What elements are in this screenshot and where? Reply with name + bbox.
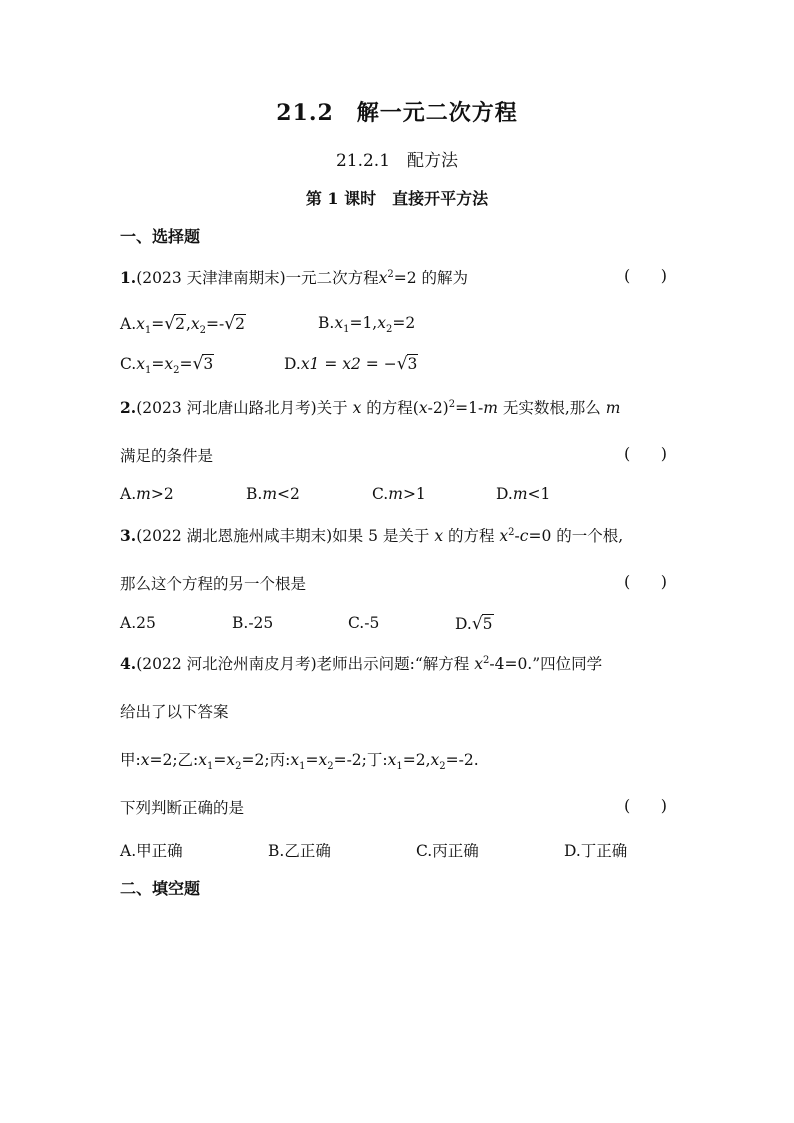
section-heading-choice: 一、选择题 [120, 227, 201, 246]
question-number: 1. [120, 268, 137, 287]
q1-option-d: D.x1 = x2 = −√3 [284, 354, 418, 374]
question-4-answers: 甲:x=2;乙$:x_1=x_2=2$;丙$:x_1=x_2=-2$;丁$:x_1=2,x_2=-2$. [120, 751, 479, 773]
q1-option-c: $C.x_1=x_2=√3$ [120, 354, 214, 377]
q3-option-b: B.-25 [232, 614, 274, 632]
q2-option-a: A.m>2 [120, 485, 174, 503]
question-4-stem-line2: 给出了以下答案 [120, 703, 229, 721]
q3-option-c: C.-5 [348, 614, 380, 632]
q4-option-a: A.甲正确 [120, 842, 183, 860]
sqrt-symbol: √3 [192, 354, 214, 374]
question-1-stem: 1.(2023 天津津南期末)一元二次方程$x^2=2$ 的解为 [120, 268, 469, 287]
q3-option-a: A.25 [120, 614, 156, 632]
sqrt-symbol: √2 [224, 314, 245, 334]
sqrt-symbol: √2 [164, 314, 185, 334]
question-3-stem-line1: 3.(2022 湖北恩施州咸丰期末)如果 5 是关于 x 的方程 $x^2-c=0$ 的一个根, [120, 526, 624, 545]
q1-option-a: $A.x_1=√2,x_2=-√2$ [120, 314, 245, 337]
page-title: 21.2 解一元二次方程 [276, 100, 518, 126]
q1-option-b: $B.x_1=1,x_2=2$ [318, 314, 416, 336]
lesson-title: 第 1 课时 直接开平方法 [305, 189, 489, 208]
q2-option-c: C.m>1 [372, 485, 426, 503]
section-subtitle: 21.2.1 配方法 [335, 151, 459, 171]
q4-option-c: C.丙正确 [416, 842, 479, 860]
answer-parentheses: ( ) [624, 572, 667, 591]
question-4-stem-line4: 下列判断正确的是 [120, 799, 245, 817]
question-4-stem-line1: 4.(2022 河北沧州南皮月考)老师出示问题:“解方程 $x^2-4=0$.”四位同学 [120, 654, 603, 673]
sqrt-symbol: √3 [396, 354, 418, 374]
question-2-stem-line2: 满足的条件是 [120, 447, 214, 465]
q4-option-d: D.丁正确 [564, 842, 628, 860]
sqrt-symbol: √5 [471, 614, 493, 634]
question-3-stem-line2: 那么这个方程的另一个根是 [120, 575, 307, 593]
q2-option-d: D.m<1 [496, 485, 551, 503]
q4-option-b: B.乙正确 [268, 842, 331, 860]
question-2-stem-line1: 2.(2023 河北唐山路北月考)关于 x 的方程$(x-2)^2=1-m$ 无实数根,那么 m [120, 398, 621, 417]
q2-option-b: B.m<2 [246, 485, 300, 503]
answer-parentheses: ( ) [624, 266, 667, 285]
answer-parentheses: ( ) [624, 796, 667, 815]
q3-option-d: D.√5 [455, 614, 493, 634]
answer-parentheses: ( ) [624, 444, 667, 463]
section-heading-fill-in: 二、填空题 [120, 879, 201, 898]
